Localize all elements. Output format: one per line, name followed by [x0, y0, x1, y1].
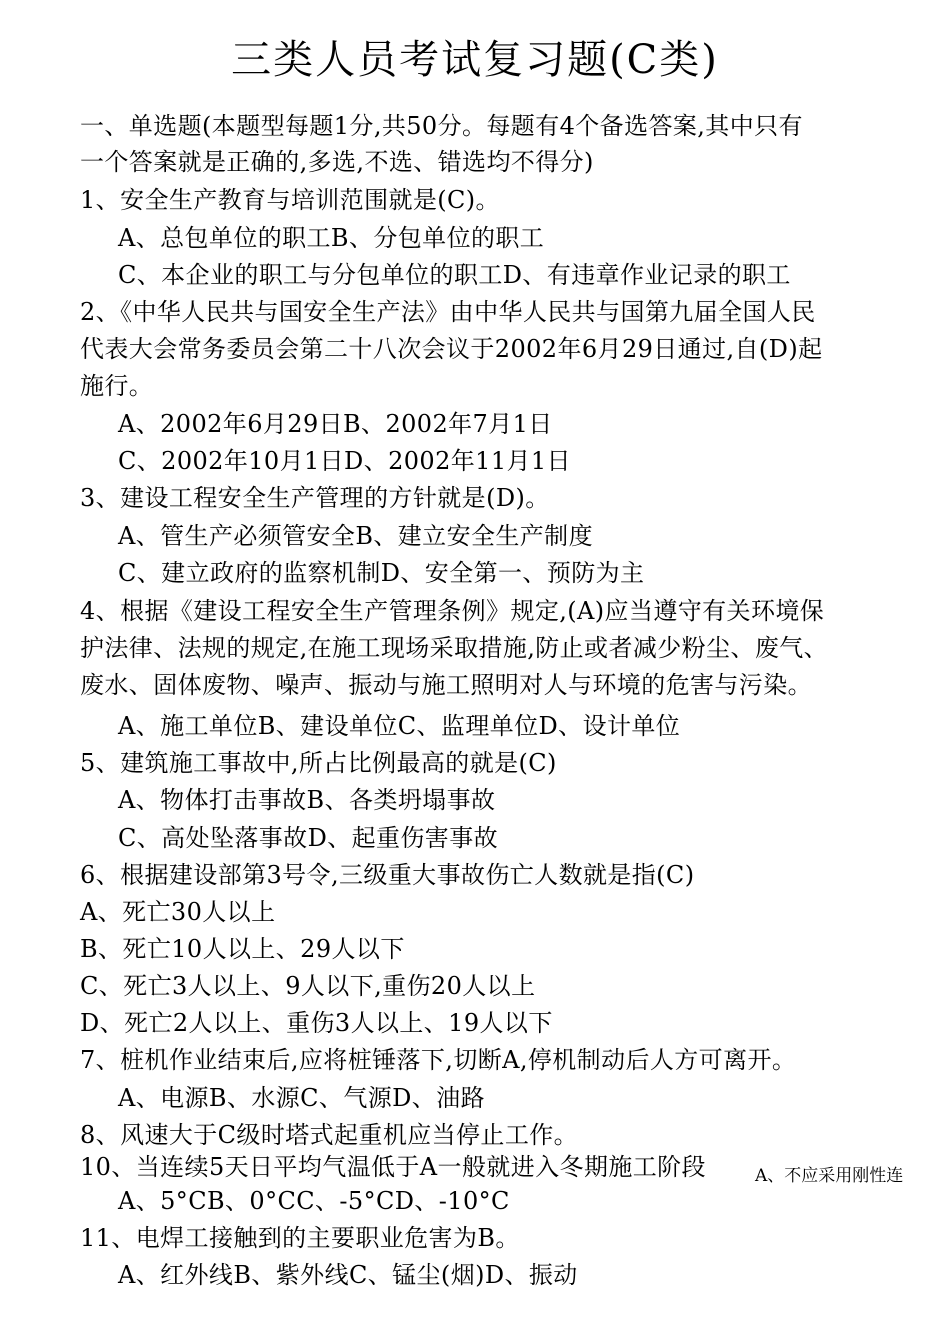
question-2-line-2: 代表大会常务委员会第二十八次会议于2002年6月29日通过,自(D)起	[80, 335, 823, 363]
question-6: 6、根据建设部第3号令,三级重大事故伤亡人数就是指(C)	[80, 861, 695, 889]
question-1: 1、安全生产教育与培训范围就是(C)。	[80, 186, 500, 214]
question-6-option-b: B、死亡10人以上、29人以下	[80, 935, 405, 963]
question-3-options-ab: A、管生产必须管安全B、建立安全生产制度	[118, 522, 593, 550]
question-11: 11、电焊工接触到的主要职业危害为B。	[80, 1224, 520, 1252]
question-4-line-3: 废水、固体废物、噪声、振动与施工照明对人与环境的危害与污染。	[80, 671, 812, 699]
question-8: 8、风速大于C级时塔式起重机应当停止工作。	[80, 1121, 579, 1149]
question-2-options-ab: A、2002年6月29日B、2002年7月1日	[118, 410, 553, 438]
question-6-option-a: A、死亡30人以上	[80, 898, 276, 926]
overprinted-text: A、不应采用刚性连	[755, 1166, 904, 1186]
section-heading-line-2: 一个答案就是正确的,多选,不选、错选均不得分)	[80, 148, 594, 176]
question-1-options-cd: C、本企业的职工与分包单位的职工D、有违章作业记录的职工	[118, 261, 791, 289]
question-4-line-2: 护法律、法规的规定,在施工现场采取措施,防止或者减少粉尘、废气、	[80, 634, 829, 662]
question-7-options: A、电源B、水源C、气源D、油路	[118, 1084, 485, 1112]
question-5-options-ab: A、物体打击事故B、各类坍塌事故	[118, 786, 496, 814]
question-1-options-ab: A、总包单位的职工B、分包单位的职工	[118, 224, 545, 252]
question-5-options-cd: C、高处坠落事故D、起重伤害事故	[118, 824, 499, 852]
question-10-options: A、5°CB、0°CC、-5°CD、-10°C	[118, 1187, 510, 1215]
page-title: 三类人员考试复习题(C类)	[231, 37, 719, 83]
question-6-option-d: D、死亡2人以上、重伤3人以上、19人以下	[80, 1009, 553, 1037]
question-11-options: A、红外线B、紫外线C、锰尘(烟)D、振动	[118, 1261, 578, 1289]
question-4-options: A、施工单位B、建设单位C、监理单位D、设计单位	[118, 712, 681, 740]
question-7: 7、桩机作业结束后,应将桩锤落下,切断A,停机制动后人方可离开。	[80, 1046, 797, 1074]
section-heading-line-1: 一、单选题(本题型每题1分,共50分。每题有4个备选答案,其中只有	[80, 112, 803, 140]
question-10: 10、当连续5天日平均气温低于A一般就进入冬期施工阶段	[80, 1153, 706, 1181]
question-6-option-c: C、死亡3人以上、9人以下,重伤20人以上	[80, 972, 536, 1000]
question-2-line-3: 施行。	[80, 372, 154, 400]
question-2-options-cd: C、2002年10月1日D、2002年11月1日	[118, 447, 571, 475]
question-5: 5、建筑施工事故中,所占比例最高的就是(C)	[80, 749, 557, 777]
question-2-line-1: 2、《中华人民共与国安全生产法》由中华人民共与国第九届全国人民	[80, 298, 816, 326]
question-3: 3、建设工程安全生产管理的方针就是(D)。	[80, 484, 550, 512]
question-3-options-cd: C、建立政府的监察机制D、安全第一、预防为主	[118, 559, 645, 587]
question-4-line-1: 4、根据《建设工程安全生产管理条例》规定,(A)应当遵守有关环境保	[80, 597, 825, 625]
